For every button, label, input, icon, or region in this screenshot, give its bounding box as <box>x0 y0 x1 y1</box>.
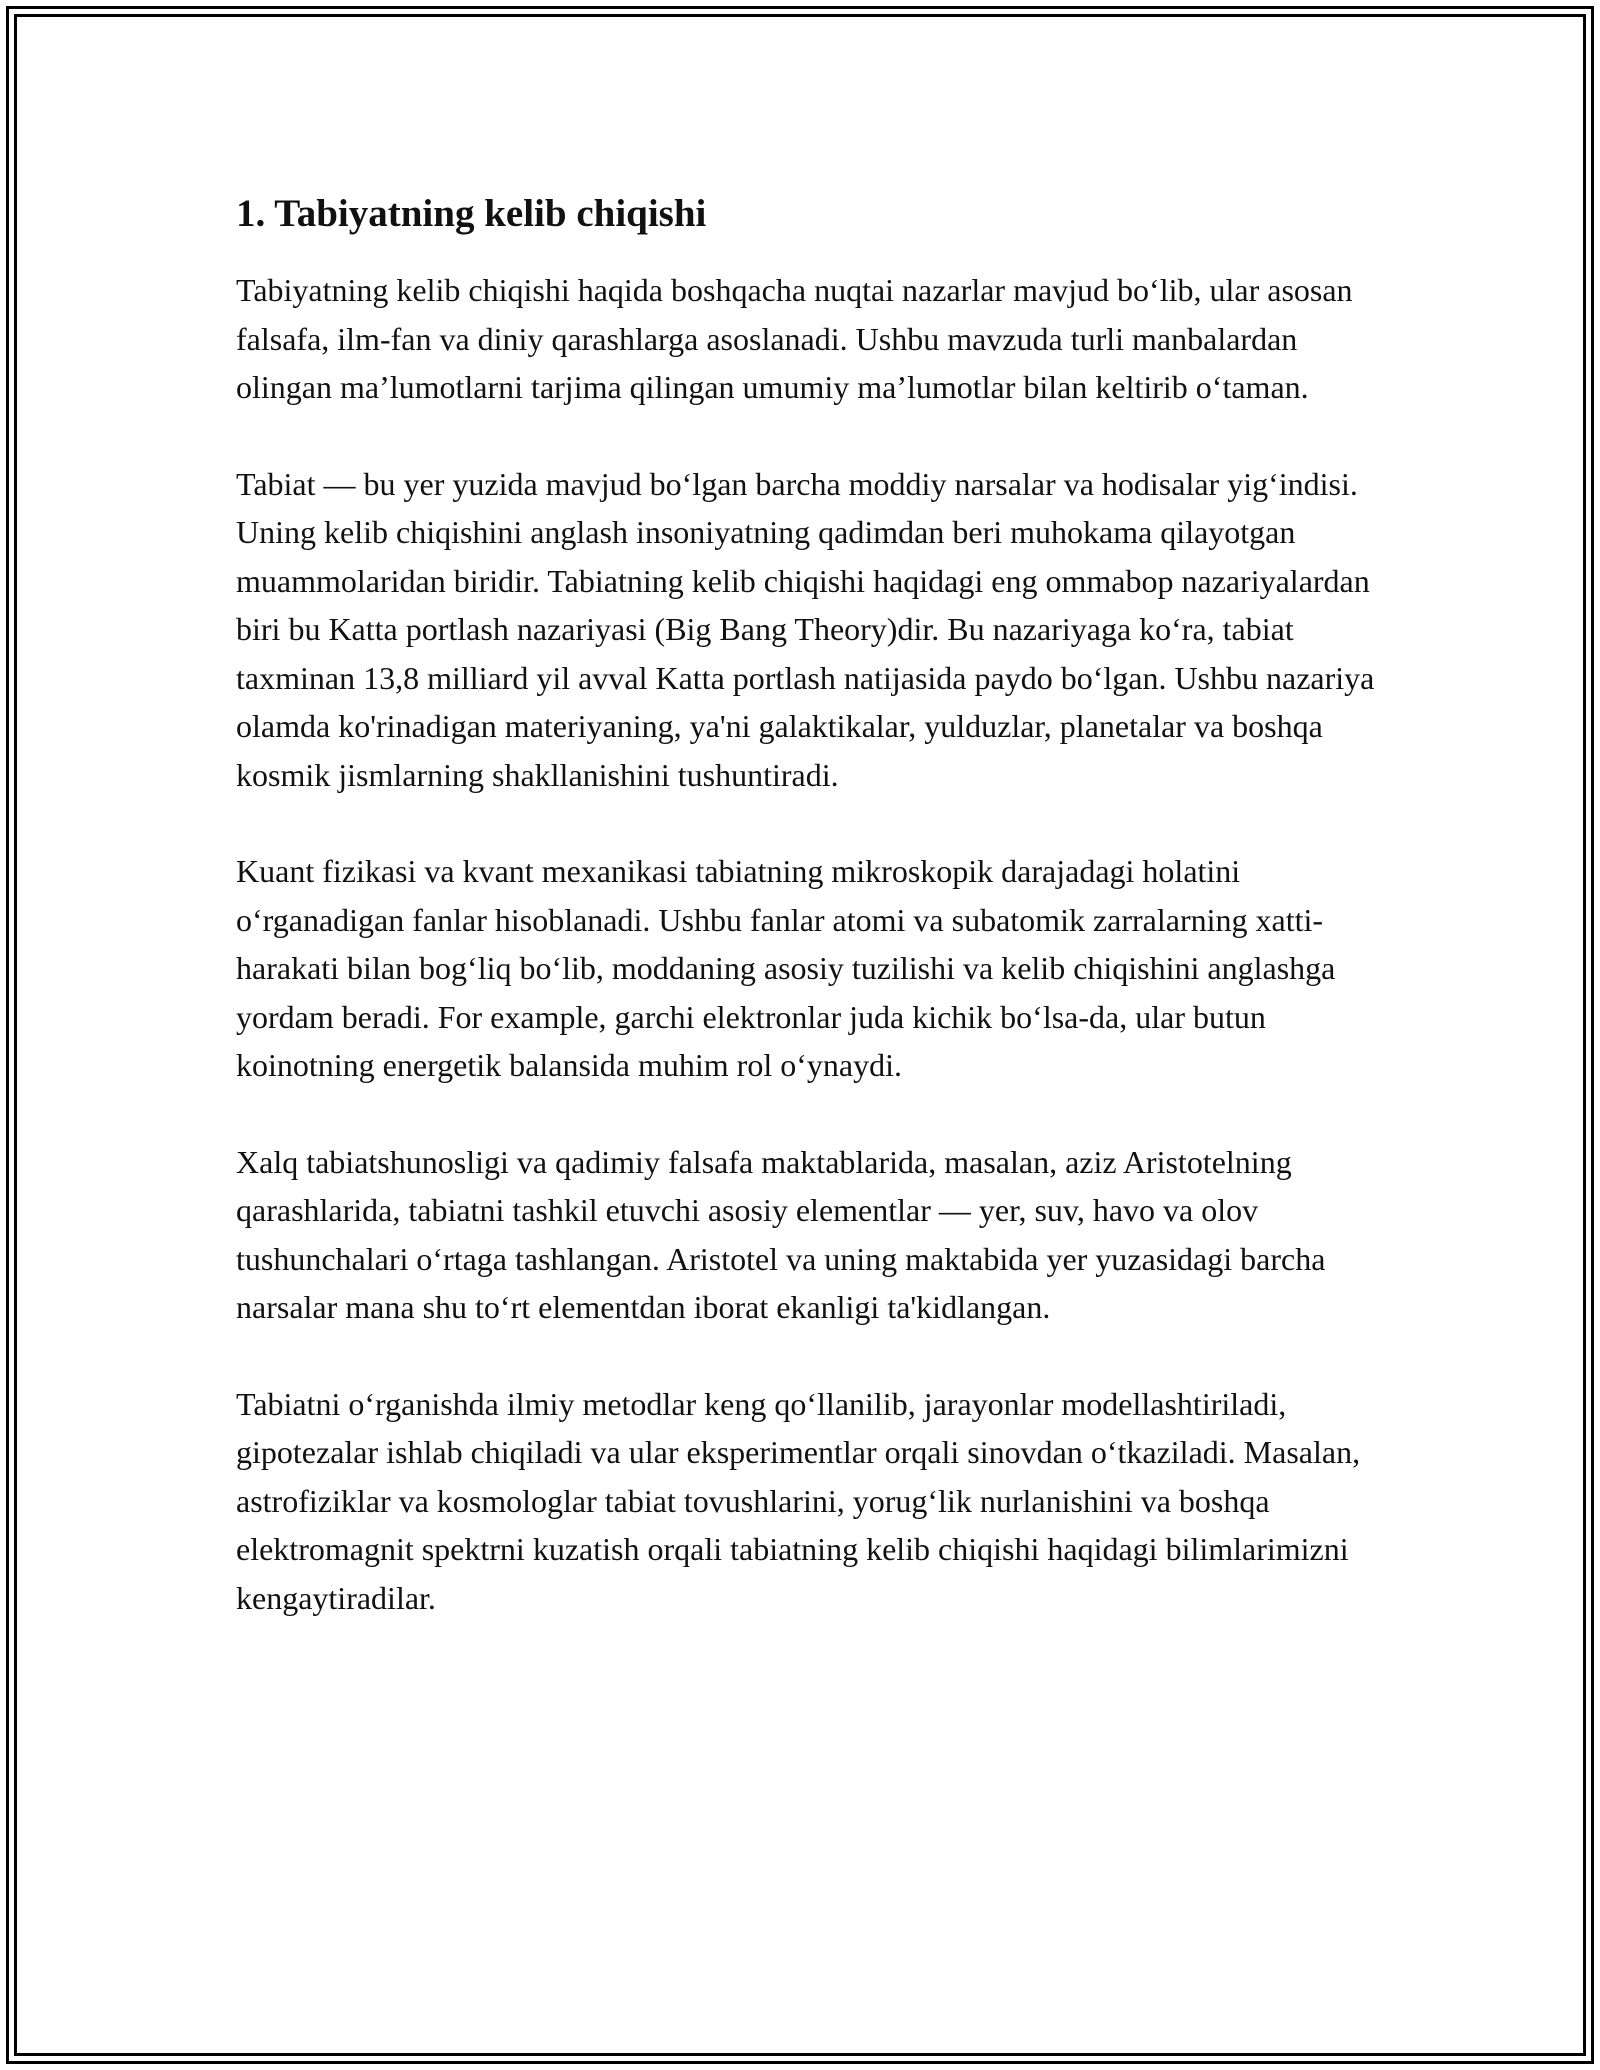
paragraph-5: Tabiatni o‘rganishda ilmiy metodlar keng qo‘llanilib, jarayonlar modellashtiriladi, gipotezalar ishlab chiqiladi va ular eksperimentlar orqali sinovdan o‘tkaziladi. Masalan, astrofiziklar va kosmologlar tabiat tovushlarini, yorug‘lik nurlanishini va boshqa elektromagnit spektrni kuzatish orqali tabiatning kelib chiqishi haqidagi bilimlarimizni kengaytiradilar. <box>236 1385 1361 1616</box>
paragraph-1: Tabiyatning kelib chiqishi haqida boshqacha nuqtai nazarlar mavjud bo‘lib, ular asosan falsafa, ilm-fan va diniy qarashlarga asoslanadi. Ushbu mavzuda turli manbalardan olingan ma’lumotlarni tarjima qilingan umumiy ma’lumotlar bilan keltirib o‘taman. <box>236 272 1353 405</box>
paragraph-2: Tabiat — bu yer yuzida mavjud bo‘lgan barcha moddiy narsalar va hodisalar yig‘indisi. Uning kelib chiqishini anglash insoniyatning qadimdan beri muhokama qilayotgan muammolaridan biridir. Tabiatning kelib chiqishi haqidagi eng ommabop nazariyalardan biri bu Katta portlash nazariyasi (Big Bang Theory)dir. Bu nazariyaga ko‘ra, tabiat taxminan 13,8 milliard yil avval Katta portlash natijasida paydo bo‘lgan. Ushbu nazariya olamda ko'rinadigan materiyaning, ya'ni galaktikalar, yulduzlar, planetalar va boshqa kosmik jismlarning shakllanishini tushuntiradi. <box>236 465 1375 793</box>
section-heading: 1. Tabiyatning kelib chiqishi <box>236 192 707 235</box>
paragraph-4: Xalq tabiatshunosligi va qadimiy falsafa maktablarida, masalan, aziz Aristotelning qarashlarida, tabiatni tashkil etuvchi asosiy elementlar — yer, suv, havo va olov tushunchalari o‘rtaga tashlangan. Aristotel va uning maktabida yer yuzasidagi barcha narsalar mana shu to‘rt elementdan iborat ekanligi ta'kidlangan. <box>236 1143 1326 1325</box>
paragraph-3: Kuant fizikasi va kvant mexanikasi tabiatning mikroskopik darajadagi holatini o‘rganadigan fanlar hisoblanadi. Ushbu fanlar atomi va subatomik zarralarning xatti-harakati bilan bog‘liq bo‘lib, moddaning asosiy tuzilishi va kelib chiqishini anglashga yordam beradi. For example, garchi elektronlar juda kichik bo‘lsa-da, ular butun koinotning energetik balansida muhim rol o‘ynaydi. <box>236 853 1336 1083</box>
document-body <box>236 186 1376 1670</box>
